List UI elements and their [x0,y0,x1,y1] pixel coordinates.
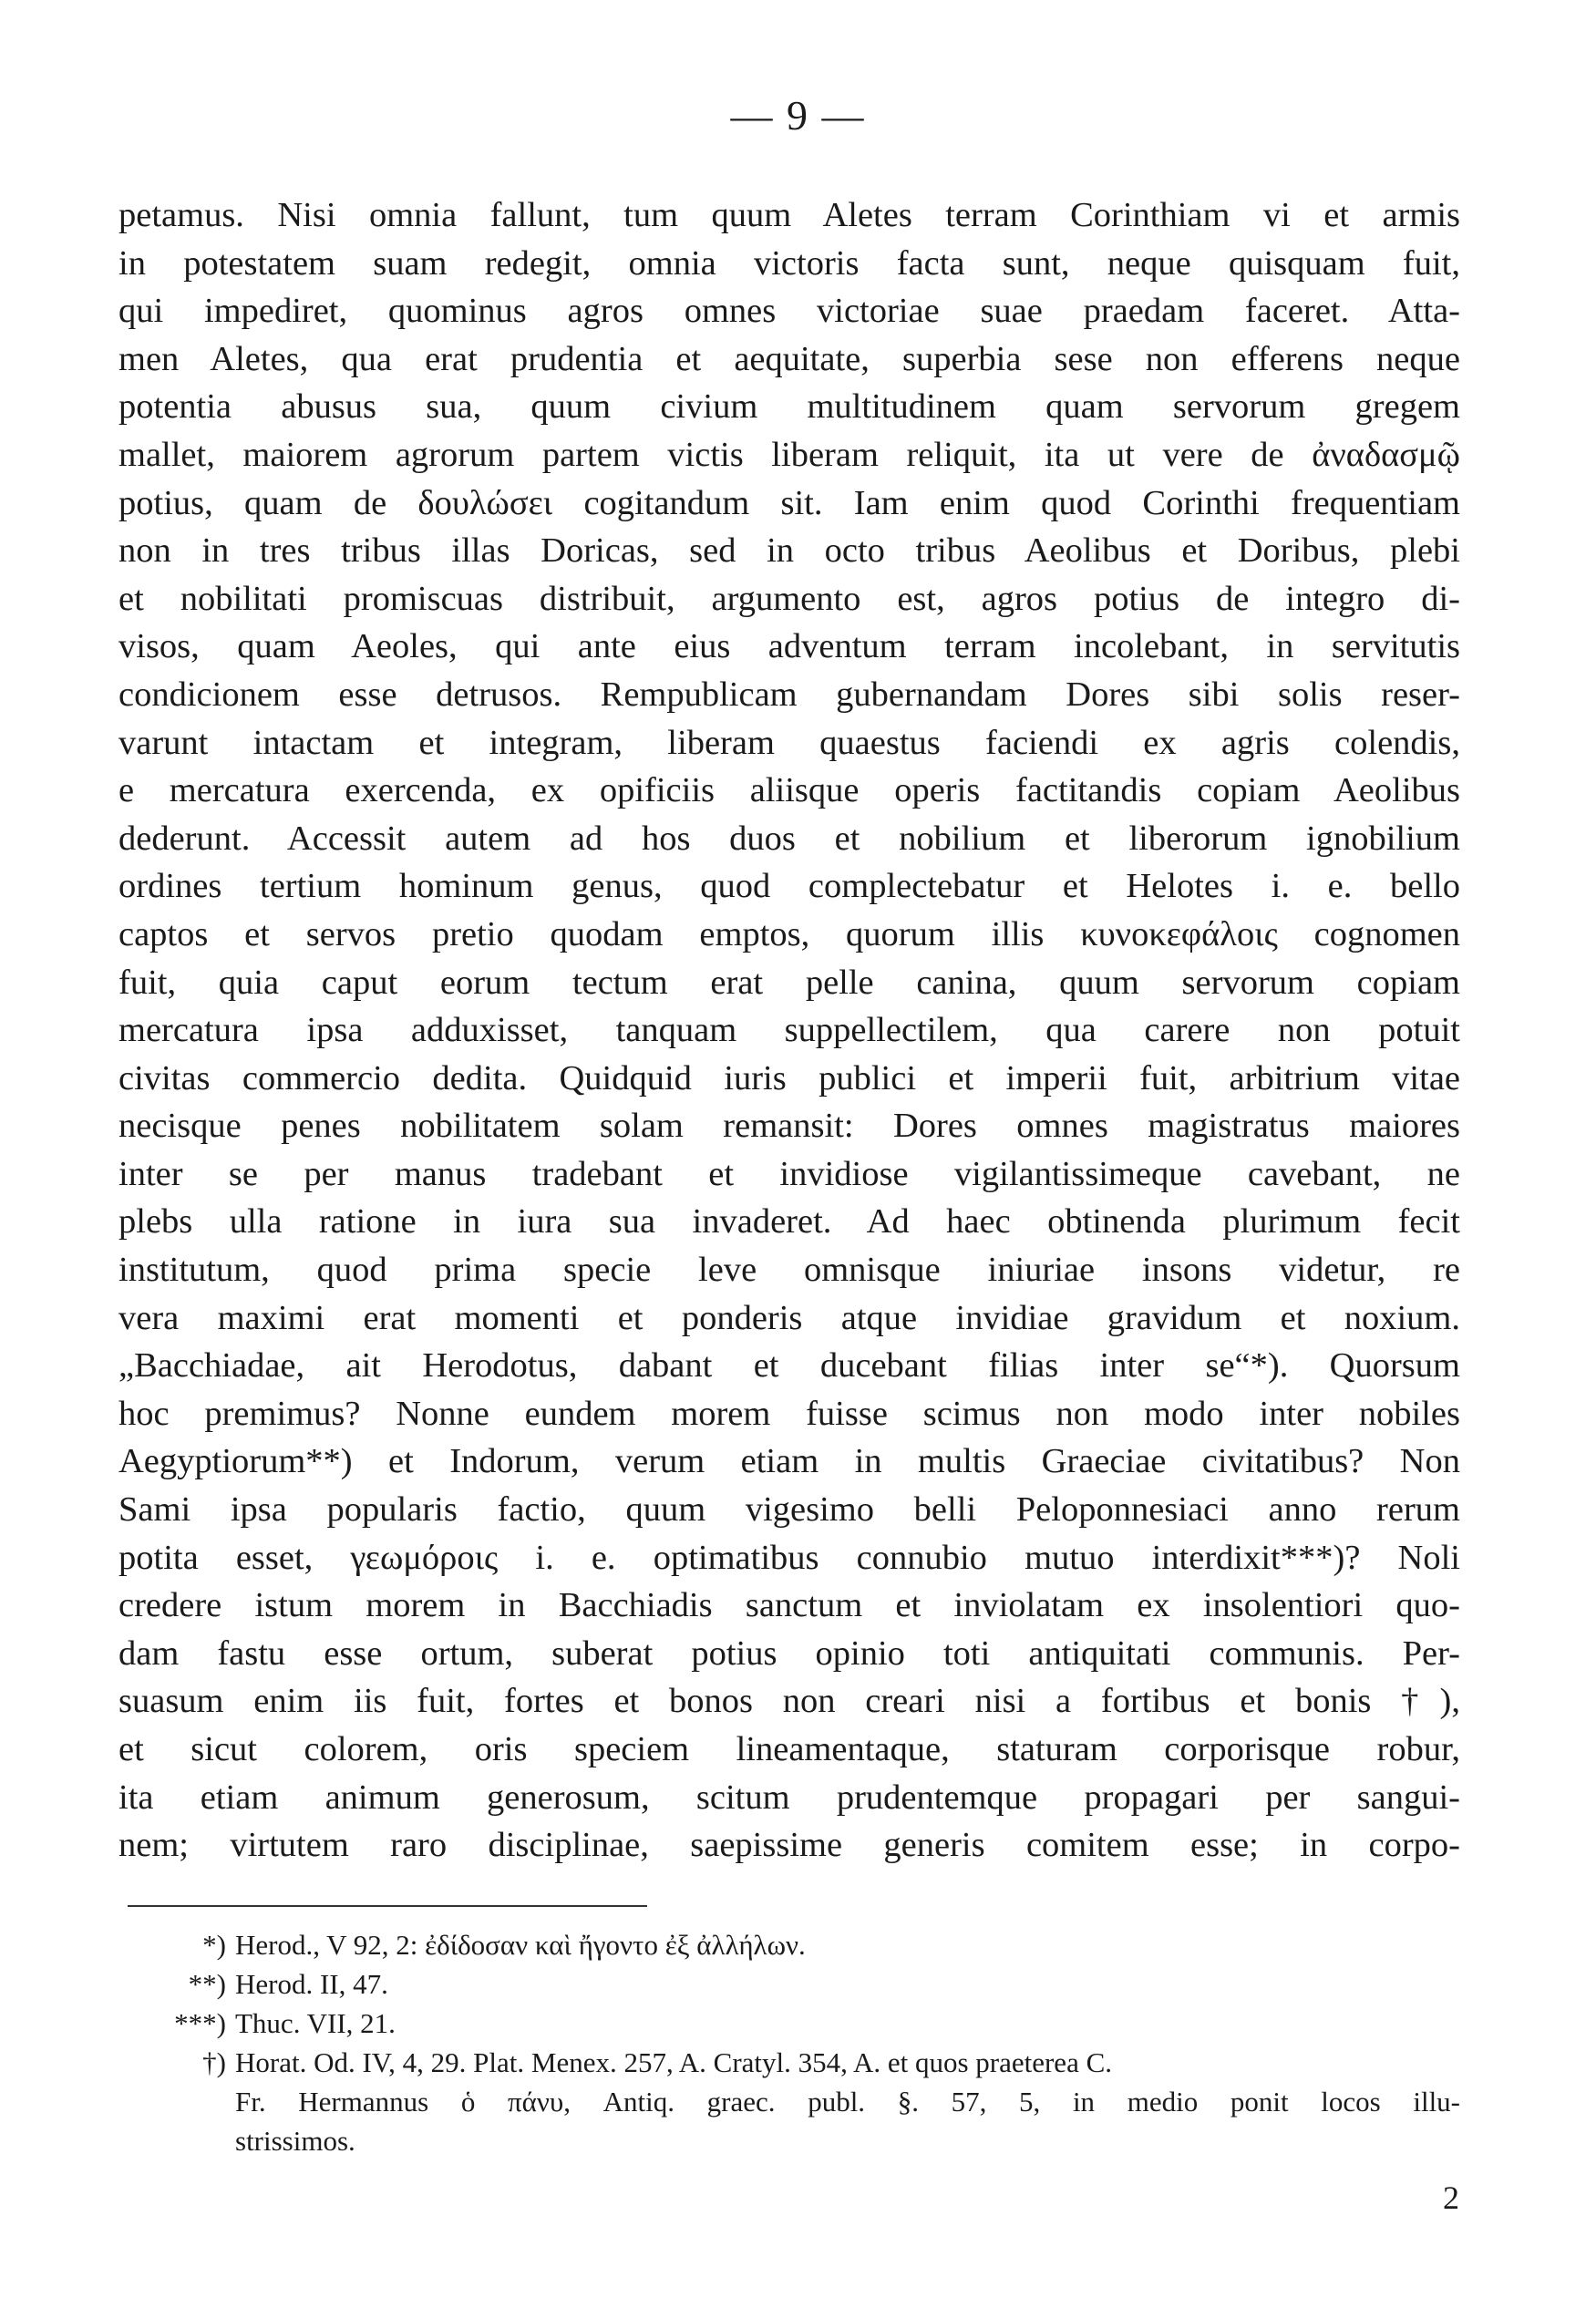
footnote-text: Horat. Od. IV, 4, 29. Plat. Menex. 257, A. Cratyl. 354, A. et quos praeterea C. [235,2046,1112,2078]
body-line: mallet, maiorem agrorum partem victis liberam reliquit, ita ut vere de ἀναδασμῷ [118,435,1460,474]
body-line: ordines tertium hominum genus, quod complectebatur et Helotes i. e. bello [118,867,1460,906]
body-line: „Bacchiadae, ait Herodotus, dabant et ducebant filias inter se“*). Quorsum [118,1346,1460,1386]
footnote-text: Herod., V 92, 2: ἐδίδοσαν καὶ ἤγοντο ἐξ ἀλλήλων. [235,1929,806,1961]
body-line: petamus. Nisi omnia fallunt, tum quum Aletes terram Corinthiam vi et armis [118,196,1460,234]
footnote [118,2043,1460,2082]
body-line: institutum, quod prima specie leve omnisque iniuriae insons videtur, re [118,1251,1460,1290]
body-line: et sicut colorem, oris speciem lineamentaque, staturam corporisque robur, [118,1730,1460,1768]
body-line: varunt intactam et integram, liberam quaestus faciendi ex agris colendis, [118,723,1460,762]
body-line: captos et servos pretio quodam emptos, quorum illis κυνοκεφάλοις cognomen [118,914,1460,953]
body-text [118,191,1460,1870]
body-line: credere istum morem in Bacchiadis sanctum et inviolatam ex insolentiori quo- [118,1586,1460,1625]
signature-mark: 2 [1443,2179,1459,2216]
body-line: ita etiam animum generosum, scitum prudentemque propagari per sangui- [118,1778,1460,1817]
footnote-mark: **) [188,1968,226,2000]
body-line: potius, quam de δουλώσει cogitandum sit. Iam enim quod Corinthi frequentiam [118,483,1460,522]
body-line: dederunt. Accessit autem ad hos duos et nobilium et liberorum ignobilium [118,819,1460,858]
footnote-mark: †) [202,2046,226,2078]
body-line: visos, quam Aeoles, qui ante eius adventum terram incolebant, in servitutis [118,627,1460,666]
body-line: inter se per manus tradebant et invidiose vigilantissimeque cavebant, ne [118,1154,1460,1193]
body-line: suasum enim iis fuit, fortes et bonos non creari nisi a fortibus et bonis †), [118,1682,1460,1721]
body-line: Aegyptiorum**) et Indorum, verum etiam in multis Graeciae civitatibus? Non [118,1442,1460,1481]
footnote-divider [128,1905,647,1907]
body-line: nem; virtutem raro disciplinae, saepissime generis comitem esse; in corpo- [118,1826,1460,1865]
footnote-text: Thuc. VII, 21. [235,2007,396,2039]
footnote-mark: ***) [174,2007,226,2039]
body-line: vera maximi erat momenti et ponderis atque invidiae gravidum et noxium. [118,1298,1460,1337]
body-line: men Aletes, qua erat prudentia et aequitate, superbia sese non efferens neque [118,339,1460,378]
body-line: hoc premimus? Nonne eundem morem fuisse scimus non modo inter nobiles [118,1394,1460,1433]
page-header-number: — 9 — [730,92,866,139]
body-line: necisque penes nobilitatem solam remansit: Dores omnes magistratus maiores [118,1107,1460,1146]
body-line: mercatura ipsa adduxisset, tanquam suppellectilem, qua carere non potuit [118,1011,1460,1050]
footnote-continuation-line: Fr. Hermannus ὁ πάνυ, Antiq. graec. publ. §. 57, 5, in medio ponit locos illu- [235,2086,1460,2118]
footnote [118,1925,1460,1964]
footnote [118,2004,1460,2043]
footnote-mark: *) [202,1929,226,1961]
body-line: Sami ipsa popularis factio, quum vigesimo belli Peloponnesiaci anno rerum [118,1490,1460,1530]
body-line: e mercatura exercenda, ex opificiis aliisque operis factitandis copiam Aeolibus [118,771,1460,810]
footnote-text: Herod. II, 47. [235,1968,388,2000]
body-line: non in tres tribus illas Doricas, sed in octo tribus Aeolibus et Doribus, plebi [118,531,1460,571]
body-line: plebs ulla ratione in iura sua invaderet. Ad haec obtinenda plurimum fecit [118,1202,1460,1242]
footnote-continuation-line: strissimos. [235,2125,355,2157]
body-line: potentia abusus sua, quum civium multitudinem quam servorum gregem [118,387,1460,427]
body-line: condicionem esse detrusos. Rempublicam gubernandam Dores sibi solis reser- [118,675,1460,714]
body-line: et nobilitati promiscuas distribuit, argumento est, agros potius de integro di- [118,579,1460,618]
body-line: in potestatem suam redegit, omnia victoris facta sunt, neque quisquam fuit, [118,243,1460,283]
footnote [118,1964,1460,2004]
body-line: fuit, quia caput eorum tectum erat pelle canina, quum servorum copiam [118,963,1460,1002]
body-line: dam fastu esse ortum, suberat potius opinio toti antiquitati communis. Per- [118,1633,1460,1673]
footnotes [118,1925,1460,2160]
body-line: qui impediret, quominus agros omnes victoriae suae praedam faceret. Atta- [118,292,1460,331]
body-line: potita esset, γεωμόροις i. e. optimatibus connubio mutuo interdixit***)? Noli [118,1538,1460,1577]
body-line: civitas commercio dedita. Quidquid iuris publici et imperii fuit, arbitrium vitae [118,1058,1460,1097]
